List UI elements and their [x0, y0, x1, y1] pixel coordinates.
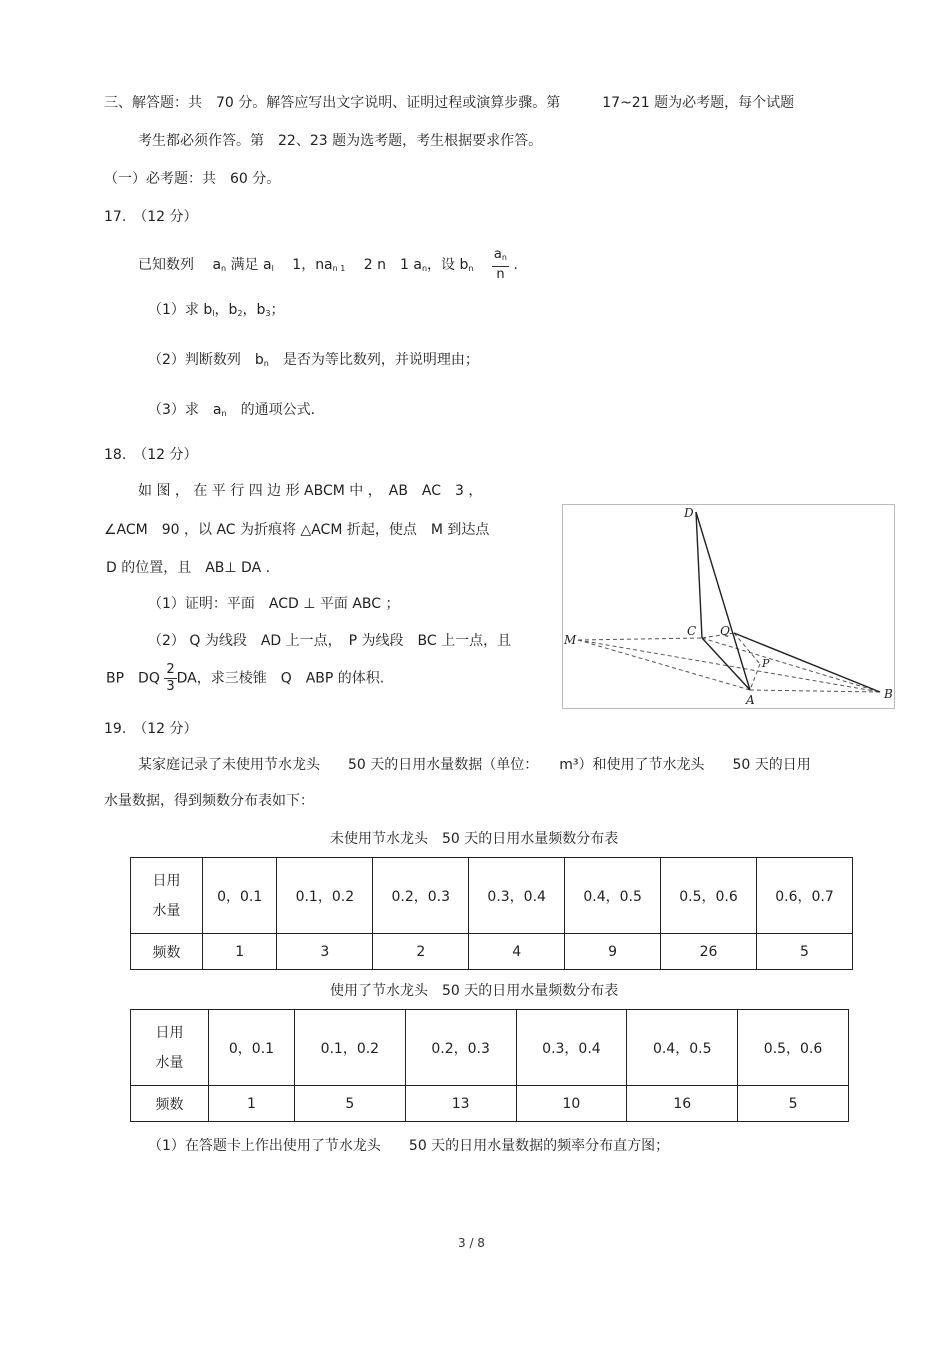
table2-bin: 0，0.1	[209, 1010, 295, 1086]
q18-line3: D 的位置，且 AB⊥ DA .	[106, 560, 271, 576]
table2-freq-row	[131, 1086, 849, 1122]
label-C: C	[687, 624, 697, 638]
table2-freq: 5	[738, 1086, 849, 1122]
table1-title: 未使用节水龙头 50 天的日用水量频数分布表	[330, 831, 619, 847]
table2-bin: 0.5，0.6	[738, 1010, 849, 1086]
q19-number: 19. （12 分）	[104, 721, 198, 737]
table1-freq: 1	[203, 934, 277, 970]
edge-DA	[696, 512, 750, 690]
q18-number: 18. （12 分）	[104, 447, 198, 463]
label-Q: Q	[720, 624, 730, 638]
table2-title: 使用了节水龙头 50 天的日用水量频数分布表	[330, 983, 619, 999]
table1-freq: 2	[373, 934, 469, 970]
q17-fraction: $\frac{a_n}{n}$	[493, 247, 507, 282]
q19-part1: （1）在答题卡上作出使用了节水龙头 50 天的日用水量数据的频率分布直方图；	[148, 1138, 670, 1154]
q17-part2: （2）判断数列 $b_n$ 是否为等比数列，并说明理由；	[148, 352, 479, 368]
label-B: B	[884, 687, 893, 701]
table2-header-label: 日用 水量	[131, 1010, 209, 1086]
frequency-table-without-faucet	[130, 857, 853, 970]
table2-freq: 13	[405, 1086, 516, 1122]
edge-MC	[578, 638, 702, 640]
table2-header-row	[131, 1010, 849, 1086]
table1-bin: 0.6，0.7	[757, 858, 853, 934]
section-header-line1: 三、解答题：共 70 分。解答应写出文字说明、证明过程或演算步骤。第 17~21 题为必考题，每个试题	[104, 95, 795, 111]
table1-freq-row	[131, 934, 853, 970]
q18-part1: （1）证明：平面 ACD ⊥ 平面 ABC ；	[148, 596, 400, 612]
table1-bin: 0，0.1	[203, 858, 277, 934]
q18-line2: ∠ACM 90 ，以 AC 为折痕将 △ACM 折起，使点 M 到达点	[104, 522, 490, 538]
table1-bin: 0.3，0.4	[469, 858, 565, 934]
table2-bin: 0.3，0.4	[516, 1010, 627, 1086]
table1-header-row	[131, 858, 853, 934]
table2-bin: 0.1，0.2	[294, 1010, 405, 1086]
q17-stem: 已知数列 $a_n$ 满足 $a_l$ 1，$na_{n 1}$ 2 n 1 $a_n$，设 $b_n$ $\frac{a_n}{n}$ .	[138, 247, 518, 282]
table2-freq: 1	[209, 1086, 295, 1122]
table2-freq: 5	[294, 1086, 405, 1122]
table1-bin: 0.5，0.6	[661, 858, 757, 934]
q18-fraction: $\frac{2}{3}$	[166, 662, 175, 694]
table1-freq: 26	[661, 934, 757, 970]
table2-freq: 10	[516, 1086, 627, 1122]
q19-line1: 某家庭记录了未使用节水龙头 50 天的日用水量数据（单位： m³）和使用了节水龙头 50 天的日用	[138, 757, 811, 773]
edge-QB	[734, 633, 880, 692]
table1-freq: 3	[277, 934, 373, 970]
q18-figure	[562, 504, 895, 709]
q17-part3: （3）求 $a_n$ 的通项公式.	[148, 402, 316, 418]
q18-part2: （2） Q 为线段 AD 上一点， P 为线段 BC 上一点，且	[148, 633, 512, 649]
table1-freq: 4	[469, 934, 565, 970]
table1-freq: 9	[565, 934, 661, 970]
required-heading: （一）必考题：共 60 分。	[104, 171, 281, 187]
table1-bin: 0.4，0.5	[565, 858, 661, 934]
table2-freq: 16	[627, 1086, 738, 1122]
page-indicator: 3 / 8	[458, 1236, 485, 1250]
table1-header-label: 日用 水量	[131, 858, 203, 934]
frequency-table-with-faucet	[130, 1009, 849, 1122]
section-header-line2: 考生都必须作答。第 22、23 题为选考题，考生根据要求作答。	[138, 133, 543, 149]
table1-bin: 0.1，0.2	[277, 858, 373, 934]
table2-bin: 0.2，0.3	[405, 1010, 516, 1086]
label-D: D	[684, 506, 694, 520]
table1-bin: 0.2，0.3	[373, 858, 469, 934]
label-P: P	[762, 657, 770, 670]
edge-AB	[750, 690, 880, 692]
table2-row-label: 频数	[131, 1086, 209, 1122]
table1-freq: 5	[757, 934, 853, 970]
q19-line2: 水量数据，得到频数分布表如下：	[104, 793, 314, 809]
label-A: A	[746, 693, 755, 707]
table1-row-label: 频数	[131, 934, 203, 970]
edge-PA	[750, 664, 760, 690]
table2-bin: 0.4，0.5	[627, 1010, 738, 1086]
q18-part2-cont: BP DQ $\frac{2}{3}$ DA，求三棱锥 Q ABP 的体积.	[106, 662, 385, 694]
q18-line1: 如 图 ， 在 平 行 四 边 形 ABCM 中 ， AB AC 3 ，	[138, 483, 483, 499]
q17-number: 17. （12 分）	[104, 209, 198, 225]
q17-part1: （1）求 $b_l$，$b_2$，$b_3$；	[148, 302, 285, 318]
label-M: M	[564, 633, 577, 647]
